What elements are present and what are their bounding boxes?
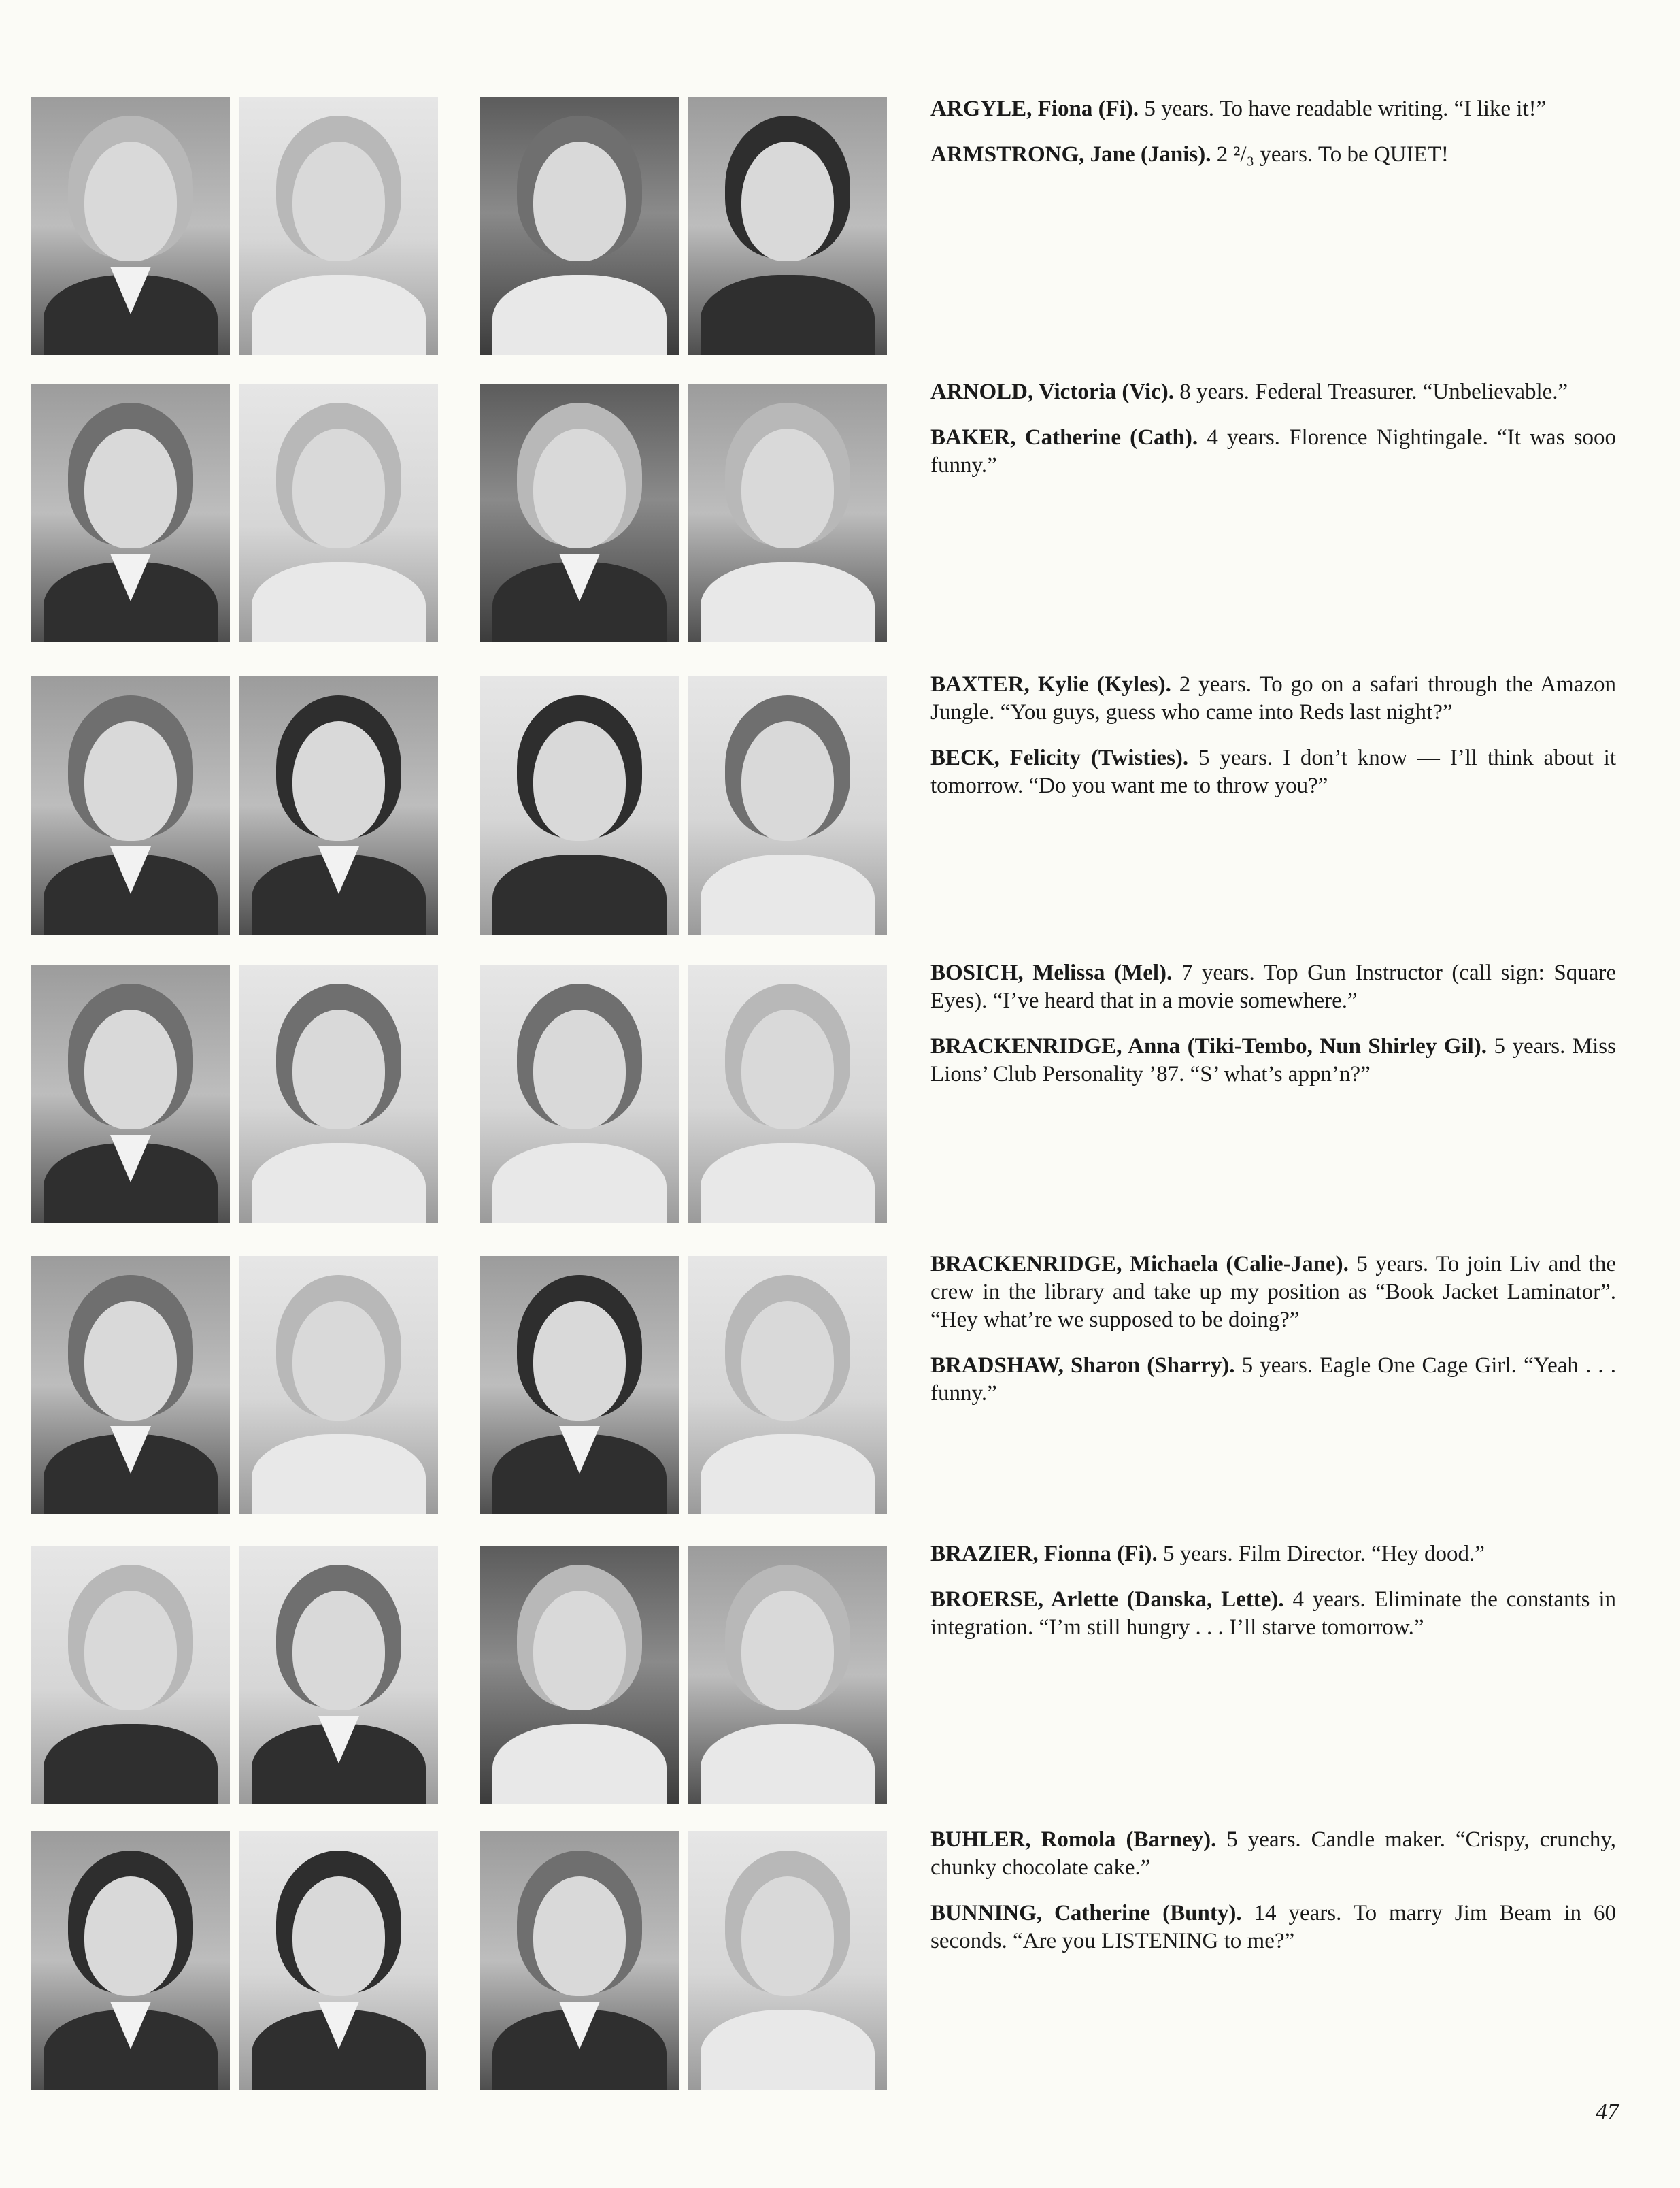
student-name: ARGYLE, Fiona (Fi).	[930, 97, 1139, 121]
student-details: 2 years. To go on a safari through the Amazon Jungle. “You guys, guess who came into Reds last night?”	[930, 672, 1617, 725]
student-photo	[688, 97, 887, 355]
student-photo-pair	[480, 384, 895, 642]
student-photo-pair	[31, 1831, 446, 2090]
entry-group	[930, 671, 1616, 818]
student-name: BRAZIER, Fionna (Fi).	[930, 1542, 1158, 1566]
student-photo	[688, 1256, 887, 1514]
student-details: 4 years. Florence Nightingale. “It was sooo funny.”	[930, 425, 1616, 478]
student-entry	[930, 424, 1616, 480]
student-photo-pair	[31, 97, 446, 355]
entry-group	[930, 1250, 1616, 1425]
entry-group	[930, 95, 1616, 186]
page-number: 47	[1596, 2100, 1619, 2125]
student-name: BECK, Felicity (Twisties).	[930, 746, 1189, 770]
student-entry	[930, 671, 1616, 727]
student-details: 7 years. Top Gun Instructor (call sign: Square Eyes). “I’ve heard that in a movie somewhere.”	[930, 961, 1616, 1013]
student-photo	[688, 1831, 887, 2090]
student-entry	[930, 744, 1616, 800]
entry-group	[930, 1540, 1616, 1659]
student-name: BROERSE, Arlette (Danska, Lette).	[930, 1587, 1284, 1612]
entry-group	[930, 959, 1616, 1106]
student-photo	[239, 965, 438, 1223]
student-entry	[930, 1586, 1616, 1642]
student-name: BUHLER, Romola (Barney).	[930, 1827, 1217, 1852]
student-entry	[930, 1540, 1616, 1568]
student-entry	[930, 1033, 1616, 1089]
student-photo	[31, 1831, 230, 2090]
student-details: 5 years. Miss Lions’ Club Personality ’87. “S’ what’s appn’n?”	[930, 1034, 1616, 1087]
student-photo	[239, 97, 438, 355]
student-name: BAKER, Catherine (Cath).	[930, 425, 1198, 450]
student-photo-pair	[480, 1831, 895, 2090]
student-photo	[31, 1546, 230, 1804]
student-name: BRACKENRIDGE, Michaela (Calie-Jane).	[930, 1252, 1349, 1276]
student-name: BOSICH, Melissa (Mel).	[930, 961, 1173, 985]
student-photo-pair	[480, 97, 895, 355]
student-name: BAXTER, Kylie (Kyles).	[930, 672, 1171, 697]
student-details: 5 years. To have readable writing. “I like it!”	[1139, 97, 1547, 121]
student-details: 14 years. To marry Jim Beam in 60 seconds. “Are you LISTENING to me?”	[930, 1901, 1617, 1953]
student-photo	[688, 965, 887, 1223]
student-photo	[480, 384, 679, 642]
student-photo	[688, 676, 887, 935]
entry-group	[930, 1826, 1616, 1973]
student-photo-pair	[480, 1256, 895, 1514]
student-photo-pair	[480, 965, 895, 1223]
student-details: 5 years. I don’t know — I’ll think about it tomorrow. “Do you want me to throw you?”	[930, 746, 1616, 798]
student-entry	[930, 1352, 1616, 1408]
student-photo-pair	[31, 1546, 446, 1804]
student-photo	[480, 1256, 679, 1514]
student-photo	[688, 1546, 887, 1804]
student-name: ARNOLD, Victoria (Vic).	[930, 380, 1175, 404]
student-name: BRADSHAW, Sharon (Sharry).	[930, 1353, 1235, 1378]
student-photo	[480, 965, 679, 1223]
student-photo	[31, 384, 230, 642]
student-name: BRACKENRIDGE, Anna (Tiki-Tembo, Nun Shirley Gil).	[930, 1034, 1487, 1059]
student-photo	[239, 384, 438, 642]
student-photo	[31, 676, 230, 935]
student-entry	[930, 1900, 1616, 1955]
student-entry	[930, 378, 1616, 406]
student-entry	[930, 141, 1616, 169]
student-photo-pair	[31, 676, 446, 935]
student-entry	[930, 959, 1616, 1015]
student-photo	[31, 97, 230, 355]
student-details: 5 years. Candle maker. “Crispy, crunchy, chunky chocolate cake.”	[930, 1827, 1616, 1880]
entry-group	[930, 378, 1616, 497]
student-photo-pair	[480, 676, 895, 935]
student-details: 2 ²/₃ years. To be QUIET!	[1211, 142, 1449, 167]
student-photo	[239, 1831, 438, 2090]
student-photo	[480, 1546, 679, 1804]
student-photo	[31, 1256, 230, 1514]
student-details: 5 years. Eagle One Cage Girl. “Yeah . . . funny.”	[930, 1353, 1616, 1406]
student-details: 5 years. To join Liv and the crew in the library and take up my position as “Book Jacket Laminator”. “Hey what’re we supposed to be doing?”	[930, 1252, 1616, 1332]
student-entry	[930, 1826, 1616, 1882]
student-photo	[480, 676, 679, 935]
student-details: 4 years. Eliminate the constants in integration. “I’m still hungry . . . I’ll starve tomorrow.”	[930, 1587, 1616, 1640]
student-photo	[480, 97, 679, 355]
student-photo-pair	[31, 965, 446, 1223]
student-name: ARMSTRONG, Jane (Janis).	[930, 142, 1211, 167]
student-entry	[930, 95, 1616, 123]
student-photo	[239, 1546, 438, 1804]
student-entry	[930, 1250, 1616, 1334]
student-photo	[480, 1831, 679, 2090]
student-details: 8 years. Federal Treasurer. “Unbelievable.”	[1174, 380, 1568, 404]
student-photo	[239, 1256, 438, 1514]
student-photo-pair	[480, 1546, 895, 1804]
student-photo-pair	[31, 384, 446, 642]
student-photo	[31, 965, 230, 1223]
student-photo-pair	[31, 1256, 446, 1514]
student-name: BUNNING, Catherine (Bunty).	[930, 1901, 1242, 1925]
student-photo	[239, 676, 438, 935]
student-photo	[688, 384, 887, 642]
student-details: 5 years. Film Director. “Hey dood.”	[1157, 1542, 1485, 1566]
